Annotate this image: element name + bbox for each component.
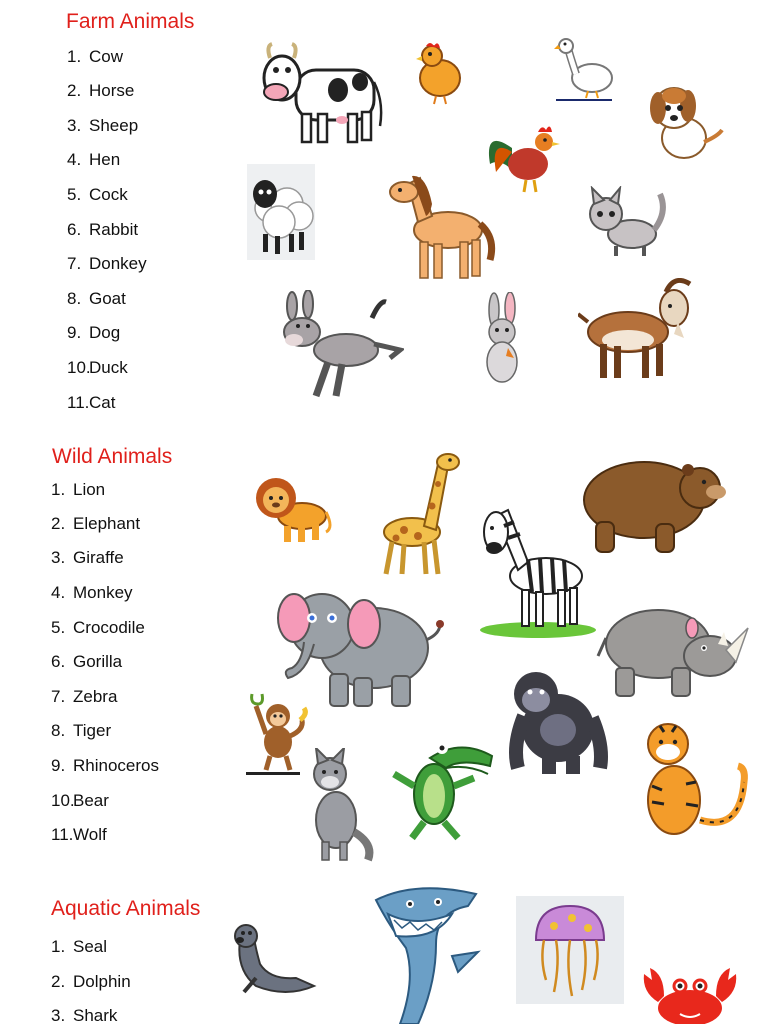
list-item: 8. Tiger — [51, 721, 112, 740]
list-item: 3. Sheep — [67, 116, 139, 135]
list-item: 2. Horse — [67, 81, 135, 100]
giraffe-illustration — [372, 446, 462, 576]
duck-illustration — [554, 36, 614, 102]
seal-illustration — [226, 920, 318, 998]
list-item: 1. Lion — [51, 480, 106, 499]
farm-animals-heading: Farm Animals — [66, 10, 195, 33]
list-item: 2. Elephant — [51, 514, 141, 533]
list-item: 5. Crocodile — [51, 618, 145, 637]
list-item: 10.Duck — [67, 358, 128, 377]
crab-illustration — [636, 962, 744, 1024]
gorilla-illustration — [502, 660, 610, 778]
list-item: 4. Hen — [67, 150, 121, 169]
aquatic-animals-heading: Aquatic Animals — [51, 897, 201, 920]
shark-illustration — [366, 884, 486, 1024]
list-item: 11.Cat — [67, 393, 116, 412]
cow-illustration — [258, 42, 384, 150]
lion-illustration — [254, 472, 334, 546]
rhinoceros-illustration — [596, 588, 750, 702]
monkey-illustration — [244, 690, 310, 776]
list-item: 2. Dolphin — [51, 972, 131, 991]
cat-illustration — [586, 186, 668, 260]
sheep-illustration — [247, 164, 315, 260]
bear-illustration — [576, 452, 726, 556]
list-item: 3. Giraffe — [51, 548, 124, 567]
list-item: 8. Goat — [67, 289, 126, 308]
list-item: 6. Rabbit — [67, 220, 139, 239]
list-item: 9. Rhinoceros — [51, 756, 159, 775]
donkey-illustration — [280, 290, 404, 400]
tiger-illustration — [640, 720, 750, 840]
list-item: 4. Monkey — [51, 583, 133, 602]
list-item: 11.Wolf — [51, 825, 107, 844]
horse-illustration — [386, 164, 496, 284]
list-item: 6. Gorilla — [51, 652, 123, 671]
list-item: 10.Bear — [51, 791, 109, 810]
jellyfish-illustration — [516, 896, 624, 1004]
list-item: 7. Zebra — [51, 687, 118, 706]
wolf-illustration — [302, 748, 376, 864]
list-item: 1. Seal — [51, 937, 108, 956]
list-item: 5. Cock — [67, 185, 128, 204]
crocodile-illustration — [390, 734, 494, 844]
list-item: 3. Shark — [51, 1006, 118, 1025]
goat-illustration — [578, 278, 702, 384]
dog-illustration — [644, 80, 724, 162]
list-item: 7. Donkey — [67, 254, 147, 273]
zebra-illustration — [478, 496, 598, 638]
hen-illustration — [414, 40, 464, 106]
wild-animals-heading: Wild Animals — [52, 445, 173, 468]
list-item: 1. Cow — [67, 47, 124, 66]
list-item: 9. Dog — [67, 323, 121, 342]
rabbit-illustration — [480, 292, 524, 388]
